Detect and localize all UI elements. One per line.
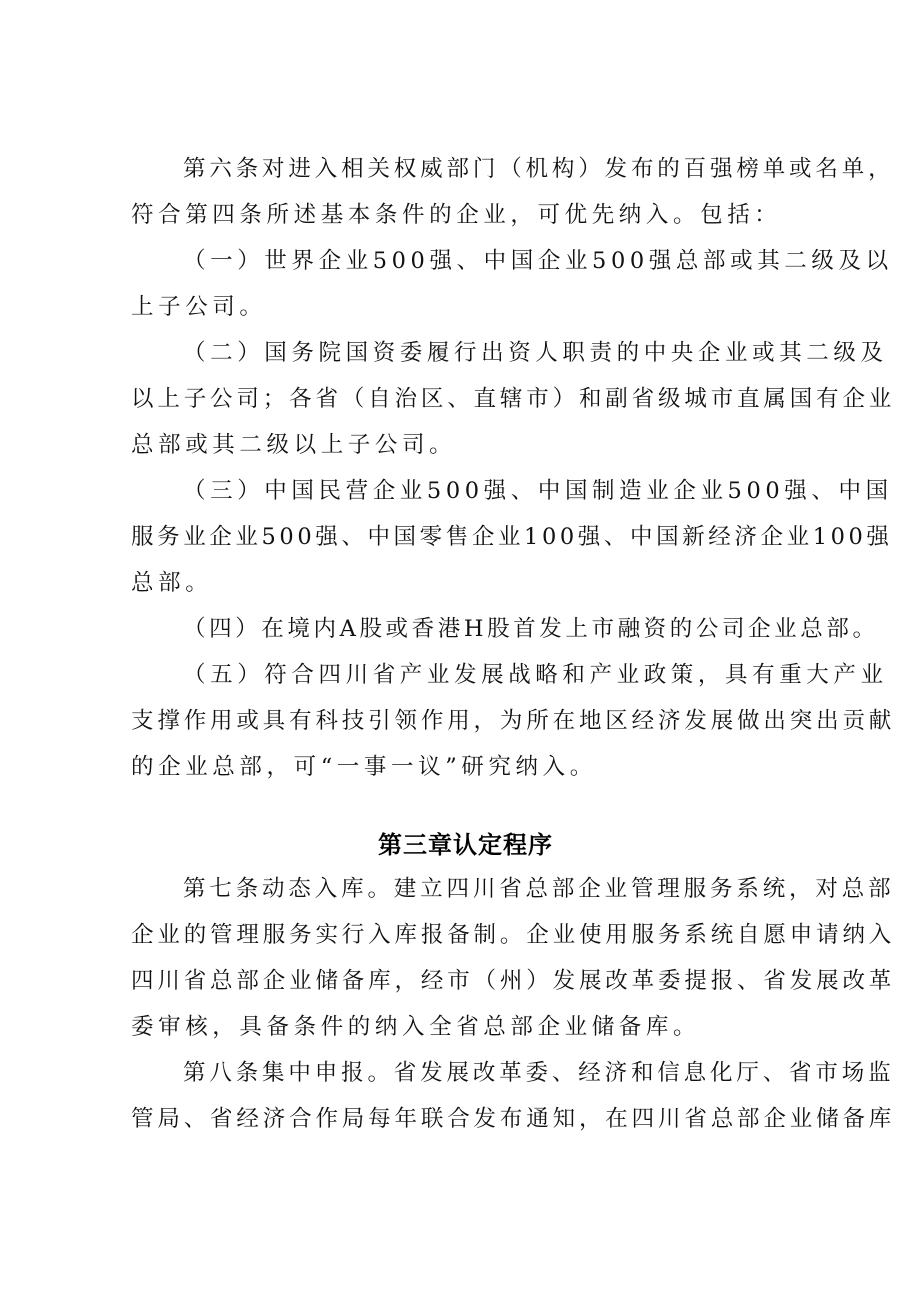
article-7-line-3: 四川省总部企业储备库，经市（州）发展改革委提报、省发展改革 xyxy=(131,968,896,994)
article-8-line-1: 第八条集中申报。省发展改革委、经济和信息化厅、省市场监 xyxy=(183,1060,895,1086)
article-6-line-2: 符合第四条所述基本条件的企业，可优先纳入。包括： xyxy=(131,202,782,228)
article-8-line-2: 管局、省经济合作局每年联合发布通知，在四川省总部企业储备库 xyxy=(131,1106,896,1132)
article-7-line-4: 委审核，具备条件的纳入全省总部企业储备库。 xyxy=(131,1014,701,1040)
article-6-item-1-line-2: 上子公司。 xyxy=(131,294,267,320)
article-6-item-3-line-3: 总部。 xyxy=(131,570,213,596)
article-6-item-5-line-2: 支撑作用或具有科技引领作用，为所在地区经济发展做出突出贡献 xyxy=(131,708,896,734)
article-6-item-3-line-1: （三）中国民营企业500强、中国制造业企业500强、中国 xyxy=(183,478,893,504)
article-6-item-1-line-1: （一）世界企业500强、中国企业500强总部或其二级及以 xyxy=(183,248,893,274)
article-7-line-1: 第七条动态入库。建立四川省总部企业管理服务系统，对总部 xyxy=(183,876,895,902)
article-6-item-4-line-1: （四）在境内A股或香港H股首发上市融资的公司企业总部。 xyxy=(183,616,879,642)
article-6-item-5-line-3: 的企业总部，可“一事一议”研究纳入。 xyxy=(131,754,597,780)
article-6-item-2-line-1: （二）国务院国资委履行出资人职责的中央企业或其二级及 xyxy=(183,340,888,366)
chapter-3-title: 第三章认定程序 xyxy=(378,831,553,859)
article-6-item-2-line-2: 以上子公司；各省（自治区、直辖市）和副省级城市直属国有企业 xyxy=(131,386,896,412)
article-6-line-1: 第六条对进入相关权威部门（机构）发布的百强榜单或名单， xyxy=(183,156,895,182)
article-6-item-5-line-1: （五）符合四川省产业发展战略和产业政策，具有重大产业 xyxy=(183,662,888,688)
article-6-item-3-line-2: 服务业企业500强、中国零售企业100强、中国新经济企业100强 xyxy=(131,524,893,550)
article-6-item-2-line-3: 总部或其二级以上子公司。 xyxy=(131,432,457,458)
article-7-line-2: 企业的管理服务实行入库报备制。企业使用服务系统自愿申请纳入 xyxy=(131,922,896,948)
